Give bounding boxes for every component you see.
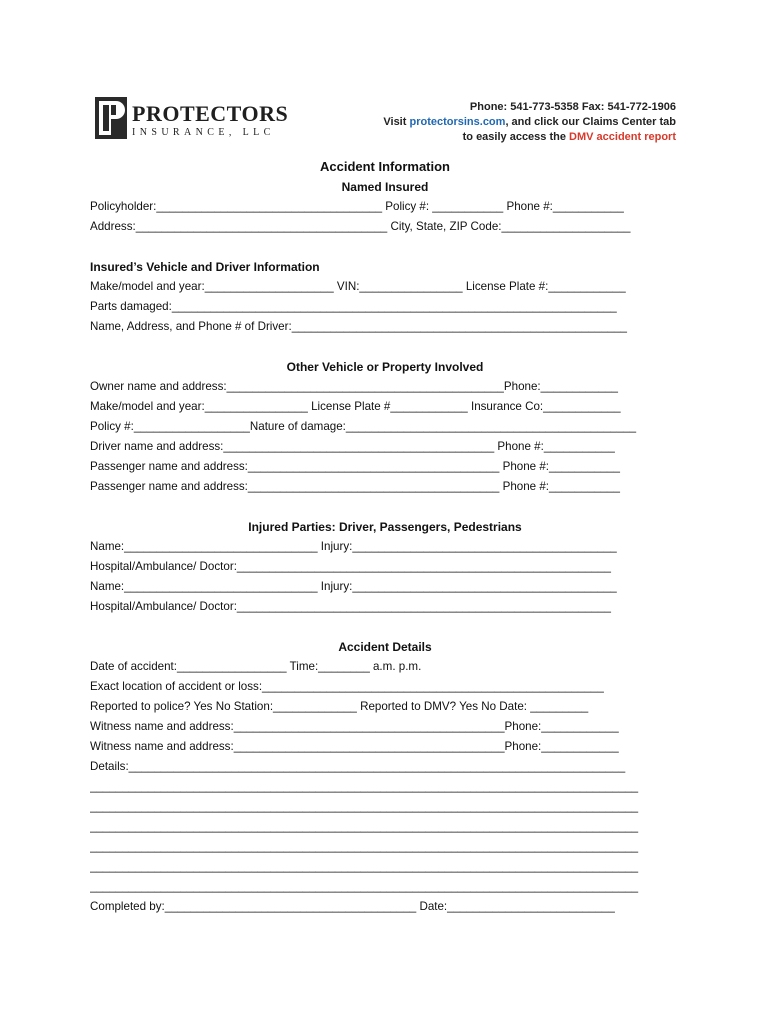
protectors-logo [95, 97, 289, 145]
logo-name: PROTECTORS [132, 101, 289, 126]
visit-line [383, 115, 676, 130]
insured-vehicle-heading: Insured’s Vehicle and Driver Information [90, 260, 320, 274]
owner-line[interactable]: Owner name and address:___________________________________________Phone:____________ [90, 380, 619, 393]
passenger-line-1[interactable]: Passenger name and address:_______________________________________ Phone #:___________ [90, 460, 620, 473]
details-blank-line[interactable]: _____________________________________________________________________________________ [90, 820, 639, 833]
dmv-pre-text: to easily access the [462, 131, 570, 143]
insured-driver-line[interactable]: Name, Address, and Phone # of Driver:____________________________________________________ [90, 320, 627, 333]
hospital-line-1[interactable]: Hospital/Ambulance/ Doctor:__________________________________________________________ [90, 560, 611, 573]
contact-info [383, 100, 676, 145]
passenger-line-2[interactable]: Passenger name and address:_______________________________________ Phone #:___________ [90, 480, 620, 493]
hospital-line-2[interactable]: Hospital/Ambulance/ Doctor:__________________________________________________________ [90, 600, 611, 613]
witness-line-1[interactable]: Witness name and address:__________________________________________Phone:____________ [90, 720, 619, 733]
injured-name-line-1[interactable]: Name:______________________________ Injury:_________________________________________ [90, 540, 617, 553]
details-blank-line[interactable]: _____________________________________________________________________________________ [90, 800, 639, 813]
accident-date-line[interactable]: Date of accident:_________________ Time:________ a.m. p.m. [90, 660, 422, 673]
other-make-line[interactable]: Make/model and year:________________ License Plate #____________ Insurance Co:____________ [90, 400, 621, 413]
details-blank-line[interactable]: _____________________________________________________________________________________ [90, 880, 639, 893]
details-blank-line[interactable]: _____________________________________________________________________________________ [90, 780, 639, 793]
logo-mark-icon [95, 97, 127, 139]
witness-line-2[interactable]: Witness name and address:__________________________________________Phone:____________ [90, 740, 619, 753]
form-body [90, 157, 680, 917]
accident-details-heading: Accident Details [338, 640, 432, 654]
dmv-report-link[interactable]: DMV accident report [569, 131, 676, 143]
details-line[interactable]: Details:_____________________________________________________________________________ [90, 760, 626, 773]
policyholder-line[interactable]: Policyholder:___________________________________ Policy #: ___________ Phone #:___________ [90, 200, 624, 213]
injured-parties-heading: Injured Parties: Driver, Passengers, Pedestrians [248, 520, 522, 534]
reported-line[interactable]: Reported to police? Yes No Station:_____________ Reported to DMV? Yes No Date: _________ [90, 700, 589, 713]
details-blank-line[interactable]: _____________________________________________________________________________________ [90, 860, 639, 873]
parts-damaged-line[interactable]: Parts damaged:_____________________________________________________________________ [90, 300, 617, 313]
injured-name-line-2[interactable]: Name:______________________________ Injury:_________________________________________ [90, 580, 617, 593]
website-link[interactable]: protectorsins.com [409, 116, 506, 128]
other-policy-line[interactable]: Policy #:__________________Nature of damage:_____________________________________________ [90, 420, 637, 433]
other-driver-line[interactable]: Driver name and address:__________________________________________ Phone #:___________ [90, 440, 615, 453]
visit-pre-text: Visit [383, 116, 410, 128]
insured-make-line[interactable]: Make/model and year:____________________ VIN:________________ License Plate #:____________ [90, 280, 626, 293]
address-line[interactable]: Address:_______________________________________ City, State, ZIP Code:____________________ [90, 220, 631, 233]
completed-by-line[interactable]: Completed by:_______________________________________ Date:__________________________ [90, 900, 615, 913]
logo-subtitle: INSURANCE, LLC [132, 127, 275, 138]
phone-fax-line: Phone: 541-773-5358 Fax: 541-772-1906 [469, 101, 676, 113]
dmv-line [383, 130, 676, 145]
form-title: Accident Information [319, 159, 450, 174]
visit-post-text: , and click our Claims Center tab [505, 116, 676, 128]
accident-location-line[interactable]: Exact location of accident or loss:_____________________________________________________ [90, 680, 604, 693]
other-vehicle-heading: Other Vehicle or Property Involved [286, 360, 484, 374]
named-insured-heading: Named Insured [341, 180, 429, 194]
details-blank-line[interactable]: _____________________________________________________________________________________ [90, 840, 639, 853]
